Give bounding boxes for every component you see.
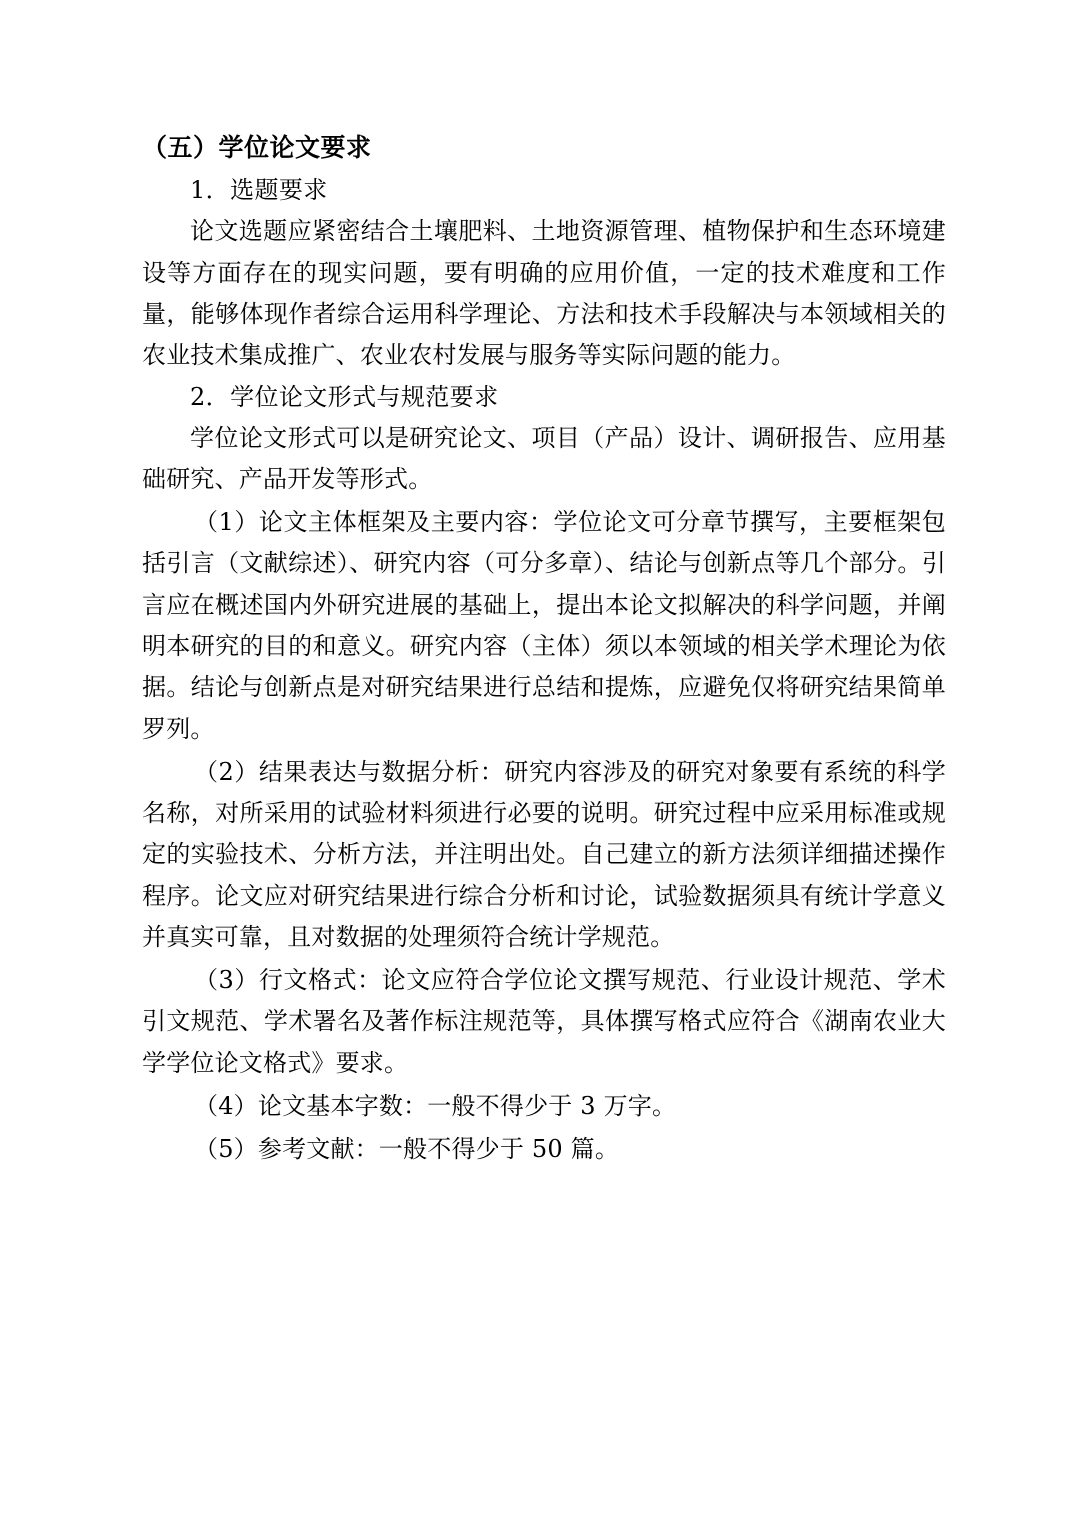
section-1-number: 1．选题要求 bbox=[190, 176, 328, 205]
section-1-paragraph-1: 论文选题应紧密结合土壤肥料、土地资源管理、植物保护和生态环境建设等方面存在的现实问题，要有明确的应用价值，一定的技术难度和工作量，能够体现作者综合运用科学理论、方法和技术手段解决与本领域相关的农业技术集成推广、农业农村发展与服务等实际问题的能力。 bbox=[142, 217, 946, 370]
section-2-item-5: （5）参考文献：一般不得少于 50 篇。 bbox=[194, 1135, 620, 1164]
section-2-item-2: （2）结果表达与数据分析：研究内容涉及的研究对象要有系统的科学名称，对所采用的试验材料须进行必要的说明。研究过程中应采用标准或规定的实验技术、分析方法，并注明出处。自己建立的新方法须详细描述操作程序。论文应对研究结果进行综合分析和讨论，试验数据须具有统计学意义并真实可靠，且对数据的处理须符合统计学规范。 bbox=[142, 757, 946, 951]
section-2-item-3: （3）行文格式：论文应符合学位论文撰写规范、行业设计规范、学术引文规范、学术署名及著作标注规范等，具体撰写格式应符合《湖南农业大学学位论文格式》要求。 bbox=[142, 966, 946, 1077]
section-2-item-4: （4）论文基本字数：一般不得少于 3 万字。 bbox=[194, 1091, 677, 1120]
section-2-paragraph-1: 学位论文形式可以是研究论文、项目（产品）设计、调研报告、应用基础研究、产品开发等形式。 bbox=[142, 423, 946, 493]
section-2-number: 2．学位论文形式与规范要求 bbox=[190, 382, 499, 411]
section-2-item-1: （1）论文主体框架及主要内容：学位论文可分章节撰写，主要框架包括引言（文献综述）、研究内容（可分多章）、结论与创新点等几个部分。引言应在概述国内外研究进展的基础上，提出本论文拟解决的科学问题，并阐明本研究的目的和意义。研究内容（主体）须以本领域的相关学术理论为依据。结论与创新点是对研究结果进行总结和提炼，应避免仅将研究结果简单罗列。 bbox=[142, 508, 946, 743]
page-title: （五）学位论文要求 bbox=[142, 133, 372, 162]
